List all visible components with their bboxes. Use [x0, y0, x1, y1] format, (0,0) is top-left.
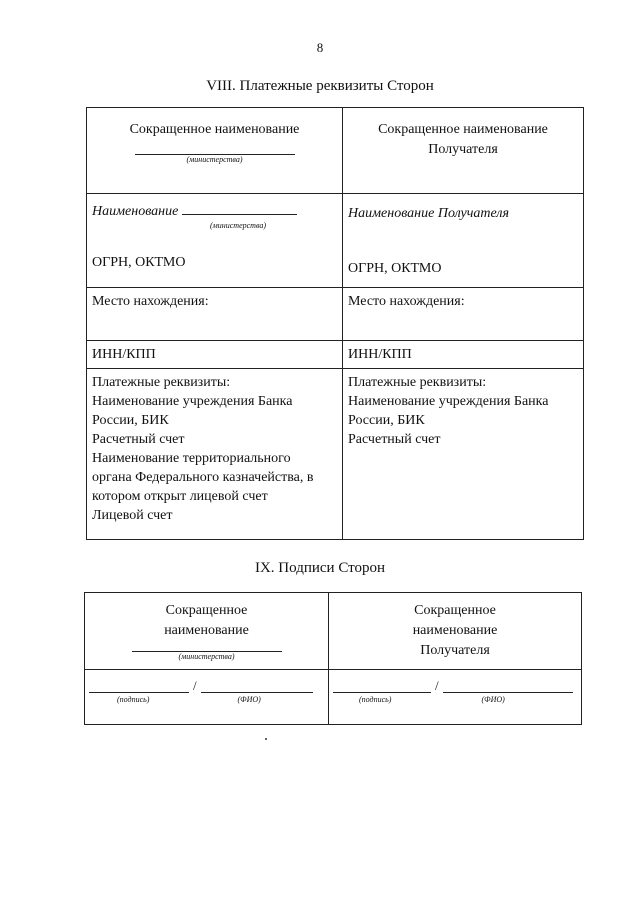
recipient-signature-line[interactable]	[333, 678, 431, 693]
recipient-inn-label: ИНН/КПП	[348, 347, 412, 362]
table-row-inn	[87, 341, 584, 369]
recipient-short-name-line2: Получателя	[428, 142, 498, 157]
signatures-table	[84, 592, 582, 725]
recipient-fio-caption: (ФИО)	[481, 695, 505, 704]
recipient-header-cell	[343, 108, 584, 194]
recipient-signature-caption: (подпись)	[359, 695, 392, 704]
ministry-note: (министерства)	[186, 155, 243, 164]
ministry-payment-line: Лицевой счет	[92, 508, 173, 523]
table-row-location	[87, 288, 584, 341]
recipient-inn-cell	[343, 341, 584, 369]
table-row-name	[87, 194, 584, 288]
page-number: 8	[316, 40, 324, 55]
table-row-signatures	[85, 670, 582, 725]
ministry-location-cell	[87, 288, 343, 341]
section-title-signatures: IX. Подписи Сторон	[254, 560, 386, 576]
recipient-short-name-line1: Сокращенное наименование	[378, 122, 548, 137]
ministry-payment-line: Расчетный счет	[92, 432, 185, 447]
ministry-payment-cell	[87, 369, 343, 540]
recipient-payment-details	[343, 369, 583, 453]
ministry-payment-line: органа Федерального казначейства, в	[92, 470, 314, 485]
payment-details-table	[86, 107, 584, 540]
recipient-sign-short-name-line1: Сокращенное	[414, 603, 496, 618]
ministry-signature-slash: /	[193, 678, 197, 693]
recipient-signature-cell	[329, 670, 582, 725]
ministry-payment-line: Наименование учреждения Банка	[92, 394, 293, 409]
recipient-signature-slash: /	[435, 678, 439, 693]
ministry-name-label: Наименование	[92, 204, 179, 219]
recipient-ogrn-label: ОГРН, ОКТМО	[348, 261, 442, 276]
ministry-short-name-label: Сокращенное наименование	[129, 122, 300, 137]
ministry-sign-short-name-line1: Сокращенное	[165, 603, 248, 618]
recipient-payment-line: России, БИК	[348, 413, 425, 428]
recipient-fio-line[interactable]	[443, 678, 573, 693]
ministry-fio-line[interactable]	[201, 678, 313, 693]
table-row-payment	[87, 369, 584, 540]
ministry-signature-caption: (подпись)	[117, 695, 150, 704]
ministry-payment-details	[87, 369, 342, 529]
ministry-payment-line: Наименование территориального	[92, 451, 291, 466]
ministry-payment-line: котором открыт лицевой счет	[92, 489, 268, 504]
recipient-sign-header-cell	[329, 593, 582, 670]
ministry-signature-cell	[85, 670, 329, 725]
recipient-sign-short-name	[329, 593, 581, 661]
ministry-payment-line: Платежные реквизиты:	[92, 375, 231, 390]
ministry-name-note: (министерства)	[210, 221, 267, 230]
scan-speck	[265, 738, 267, 740]
ministry-header-cell	[87, 108, 343, 194]
recipient-payment-cell	[343, 369, 584, 540]
recipient-short-name-label	[343, 108, 583, 160]
recipient-sign-short-name-line3: Получателя	[420, 643, 490, 658]
ministry-sign-short-name-line2: наименование	[164, 623, 249, 638]
ministry-name-cell	[87, 194, 343, 288]
recipient-location-cell	[343, 288, 584, 341]
recipient-location-label: Место нахождения:	[348, 294, 465, 309]
ministry-inn-label: ИНН/КПП	[92, 347, 156, 362]
section-title-payment-details: VIII. Платежные реквизиты Сторон	[206, 78, 434, 94]
ministry-inn-cell	[87, 341, 343, 369]
recipient-payment-line: Наименование учреждения Банка	[348, 394, 549, 409]
ministry-ogrn-label: ОГРН, ОКТМО	[92, 255, 186, 270]
table-row-sign-header	[85, 593, 582, 670]
ministry-sign-short-name	[85, 593, 328, 641]
ministry-signature-line[interactable]	[89, 678, 189, 693]
recipient-sign-short-name-line2: наименование	[412, 623, 498, 638]
table-row-header	[87, 108, 584, 194]
ministry-payment-line: России, БИК	[92, 413, 169, 428]
ministry-sign-header-cell	[85, 593, 329, 670]
ministry-name-blank	[182, 204, 297, 215]
recipient-payment-line: Расчетный счет	[348, 432, 441, 447]
recipient-name-cell	[343, 194, 584, 288]
ministry-location-label: Место нахождения:	[92, 294, 209, 309]
recipient-payment-line: Платежные реквизиты:	[348, 375, 487, 390]
ministry-sign-note: (министерства)	[178, 652, 235, 661]
ministry-fio-caption: (ФИО)	[237, 695, 261, 704]
recipient-name-label: Наименование Получателя	[348, 206, 510, 221]
